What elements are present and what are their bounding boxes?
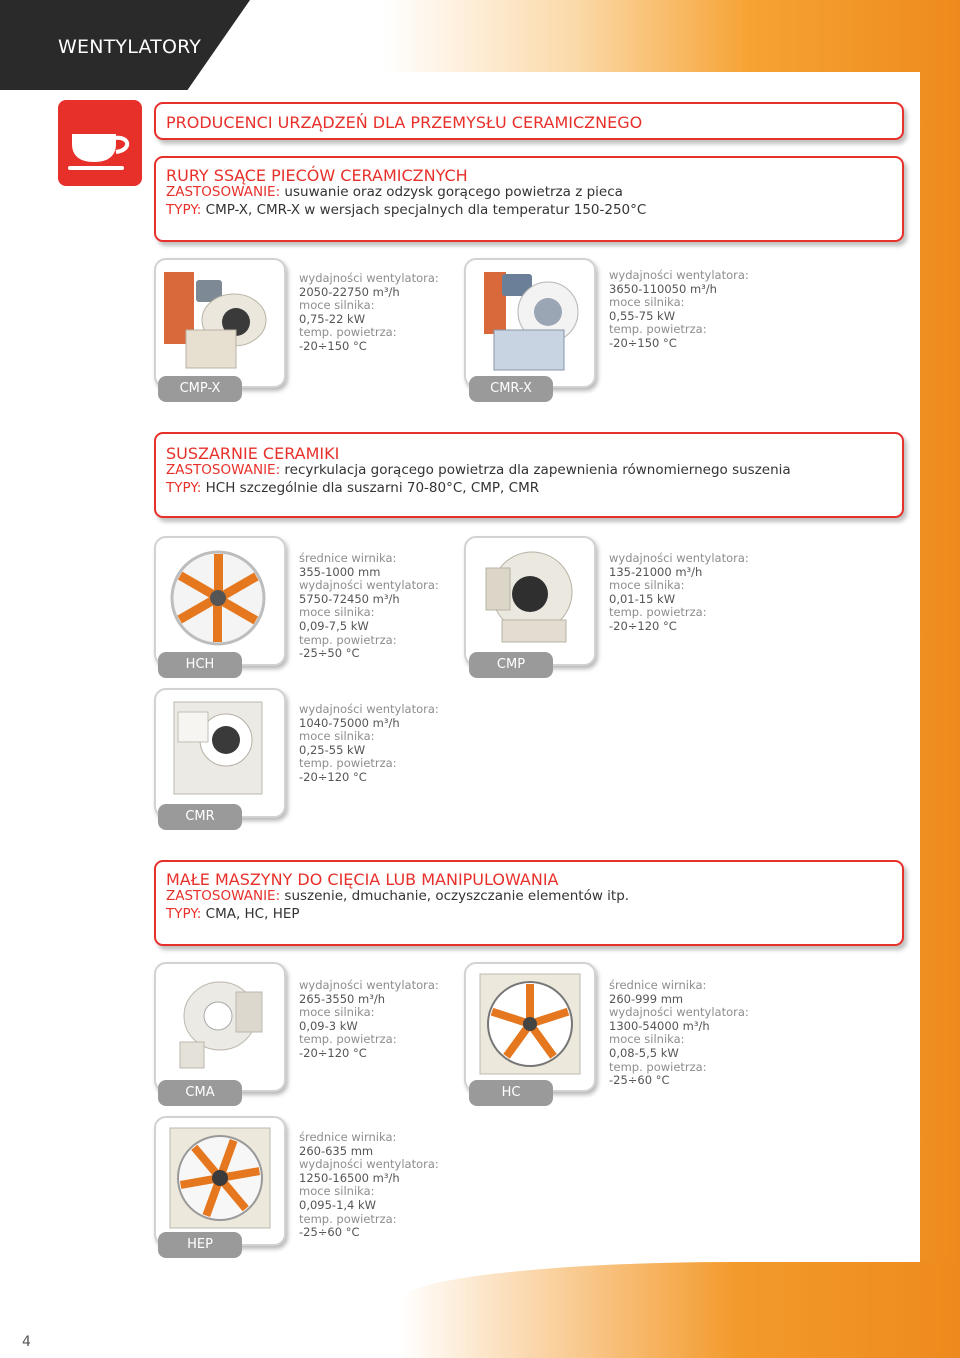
types-text: CMP-X, CMR-X w wersjach specjalnych dla temperatur 150-250°C: [205, 202, 647, 218]
cup-icon-box: [58, 100, 142, 186]
types-label: TYPY:: [166, 480, 202, 496]
spec-key: temp. powietrza:: [609, 322, 707, 337]
section-suction-pipes: [154, 156, 904, 242]
spec-key: temp. powietrza:: [299, 1032, 397, 1047]
label-hc: HC: [469, 1080, 553, 1106]
spec-key: moce silnika:: [609, 578, 685, 593]
spec-value: 260-999 mm: [609, 991, 684, 1006]
product-image-cmr: [154, 688, 286, 818]
spec-key: wydajności wentylatora:: [609, 551, 749, 565]
label-cmrx: CMR-X: [469, 376, 553, 402]
spec-value: 260-635 mm: [299, 1143, 374, 1158]
spec-key: wydajności wentylatora:: [299, 271, 439, 285]
product-image-cmp: [464, 536, 596, 666]
intro-title-box: [154, 102, 904, 140]
section-title: RURY SSĄCE PIECÓW CERAMICZNYCH: [166, 166, 468, 185]
product-image-hch: [154, 536, 286, 666]
bottom-orange-wave: [400, 1262, 960, 1358]
spec-key: temp. powietrza:: [299, 756, 397, 771]
product-image-cmpx: [154, 258, 286, 388]
spec-key: moce silnika:: [299, 298, 375, 313]
types-label: TYPY:: [166, 906, 202, 922]
spec-value: -20÷120 °C: [609, 618, 677, 633]
label-cma: CMA: [158, 1080, 242, 1106]
spec-value: 0,01-15 kW: [609, 591, 676, 606]
spec-key: średnice wirnika:: [609, 978, 707, 992]
centrifugal-fan-icon: [156, 690, 284, 816]
spec-value: 355-1000 mm: [299, 564, 381, 579]
centrifugal-fan-icon: [156, 964, 284, 1090]
spec-value: 0,55-75 kW: [609, 308, 676, 323]
section-title: SUSZARNIE CERAMIKI: [166, 444, 340, 463]
section-ceramic-dryers: [154, 432, 904, 518]
label-hep: HEP: [158, 1232, 242, 1258]
product-image-cma: [154, 962, 286, 1092]
spec-key: wydajności wentylatora:: [299, 1157, 439, 1172]
label-cmpx: CMP-X: [158, 376, 242, 402]
section-usage: [166, 462, 791, 479]
usage-label: ZASTOSOWANIE:: [166, 888, 281, 904]
spec-value: 2050-22750 m³/h: [299, 284, 400, 299]
spec-value: -25÷50 °C: [299, 646, 360, 661]
spec-value: 0,09-7,5 kW: [299, 618, 369, 633]
spec-value: 0,095-1,4 kW: [299, 1197, 377, 1212]
centrifugal-fan-icon: [156, 260, 284, 386]
section-types: [166, 202, 646, 219]
axial-fan-icon: [466, 964, 594, 1090]
types-label: TYPY:: [166, 202, 202, 218]
spec-value: -20÷150 °C: [299, 338, 367, 353]
section-usage: [166, 184, 623, 201]
spec-value: -25÷60 °C: [299, 1225, 360, 1240]
spec-value: 0,09-3 kW: [299, 1018, 358, 1033]
section-types: [166, 906, 300, 923]
page-title: WENTYLATORY: [58, 36, 202, 58]
spec-value: 1300-54000 m³/h: [609, 1018, 710, 1033]
spec-key: moce silnika:: [299, 1184, 375, 1199]
usage-text: suszenie, dmuchanie, oczyszczanie elementów itp.: [284, 888, 630, 904]
spec-value: 3650-110050 m³/h: [609, 281, 717, 296]
spec-key: moce silnika:: [609, 1032, 685, 1047]
usage-text: usuwanie oraz odzysk gorącego powietrza z pieca: [284, 184, 623, 200]
spec-value: 265-3550 m³/h: [299, 991, 385, 1006]
label-cmr: CMR: [158, 804, 242, 830]
spec-value: -25÷60 °C: [609, 1073, 670, 1088]
spec-value: -20÷150 °C: [609, 335, 677, 350]
specs-cmrx: [609, 269, 749, 351]
usage-label: ZASTOSOWANIE:: [166, 462, 281, 478]
spec-key: temp. powietrza:: [609, 1059, 707, 1074]
spec-value: 1250-16500 m³/h: [299, 1170, 400, 1185]
label-hch: HCH: [158, 652, 242, 678]
spec-key: moce silnika:: [299, 1005, 375, 1020]
spec-key: moce silnika:: [299, 729, 375, 744]
label-cmp: CMP: [469, 652, 553, 678]
spec-value: -20÷120 °C: [299, 1045, 367, 1060]
spec-key: wydajności wentylatora:: [609, 1005, 749, 1020]
spec-key: wydajności wentylatora:: [299, 578, 439, 593]
product-image-hc: [464, 962, 596, 1092]
spec-value: 0,25-55 kW: [299, 742, 366, 757]
spec-value: -20÷120 °C: [299, 769, 367, 784]
section-usage: [166, 888, 629, 905]
page-number: 4: [22, 1334, 31, 1350]
spec-key: średnice wirnika:: [299, 1130, 397, 1144]
usage-text: recyrkulacja gorącego powietrza dla zapewnienia równomiernego suszenia: [284, 462, 791, 478]
product-image-cmrx: [464, 258, 596, 388]
spec-key: temp. powietrza:: [609, 605, 707, 620]
spec-key: temp. powietrza:: [299, 325, 397, 340]
specs-cmpx: [299, 272, 439, 354]
types-text: CMA, HC, HEP: [205, 906, 300, 922]
spec-key: moce silnika:: [299, 605, 375, 620]
usage-label: ZASTOSOWANIE:: [166, 184, 281, 200]
specs-hch: [299, 552, 439, 661]
spec-key: wydajności wentylatora:: [299, 702, 439, 716]
specs-cma: [299, 979, 439, 1061]
spec-value: 135-21000 m³/h: [609, 564, 703, 579]
section-types: [166, 480, 539, 497]
spec-key: temp. powietrza:: [299, 632, 397, 647]
axial-fan-icon: [156, 538, 284, 664]
specs-cmr: [299, 703, 439, 785]
section-small-machines: [154, 860, 904, 946]
centrifugal-fan-icon: [466, 538, 594, 664]
spec-key: średnice wirnika:: [299, 551, 397, 565]
types-text: HCH szczególnie dla suszarni 70-80°C, CMP, CMR: [205, 480, 540, 496]
specs-hep: [299, 1131, 439, 1240]
spec-key: moce silnika:: [609, 295, 685, 310]
section-title: MAŁE MASZYNY DO CIĘCIA LUB MANIPULOWANIA: [166, 870, 559, 889]
axial-fan-icon: [156, 1118, 284, 1244]
spec-value: 5750-72450 m³/h: [299, 591, 400, 606]
centrifugal-fan-icon: [466, 260, 594, 386]
intro-title: PRODUCENCI URZĄDZEŃ DLA PRZEMYSŁU CERAMICZNEGO: [166, 113, 643, 132]
spec-key: wydajności wentylatora:: [299, 978, 439, 992]
spec-key: temp. powietrza:: [299, 1211, 397, 1226]
spec-key: wydajności wentylatora:: [609, 268, 749, 282]
cup-icon: [58, 100, 142, 186]
product-image-hep: [154, 1116, 286, 1246]
specs-cmp: [609, 552, 749, 634]
spec-value: 0,75-22 kW: [299, 311, 366, 326]
spec-value: 0,08-5,5 kW: [609, 1045, 679, 1060]
spec-value: 1040-75000 m³/h: [299, 715, 400, 730]
specs-hc: [609, 979, 749, 1088]
